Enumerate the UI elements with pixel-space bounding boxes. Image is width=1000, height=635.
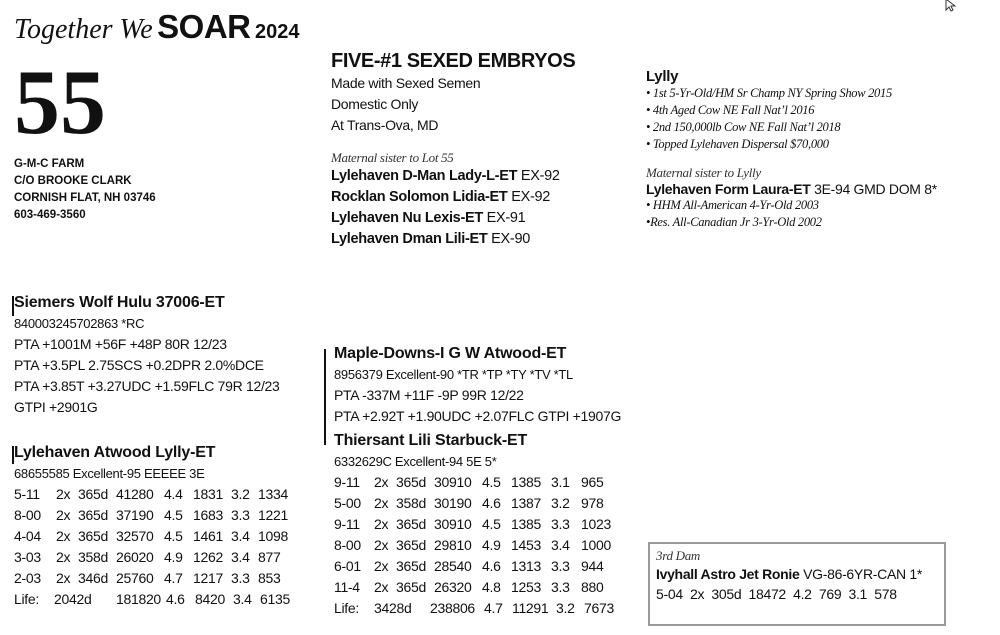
production-record: 2-03 2x 346d 25760 4.7 1217 3.3 853	[14, 570, 281, 586]
sister-name: Lylehaven Form Laura-ET	[646, 181, 811, 197]
sister-score: EX-92	[511, 189, 551, 205]
sister-score: EX-91	[486, 210, 526, 226]
consignor-farm: G-M-C FARM	[14, 158, 85, 170]
production-record: 8-00 2x 365d 37190 4.5 1683 3.3 1221	[14, 507, 288, 523]
maternal-dam-registration: 6332629C Excellent-94 5E 5*	[334, 454, 497, 469]
consignor-block	[14, 156, 156, 224]
production-record: 3-03 2x 358d 26020 4.9 1262 3.4 877	[14, 549, 281, 565]
maternal-sire-line: 8956379 Excellent-90 *TR *TP *TY *TV *TL	[334, 367, 573, 382]
third-dam-line	[656, 564, 938, 584]
mouse-pointer-icon	[944, 0, 958, 12]
sister-line	[331, 229, 575, 250]
sister-line	[646, 181, 937, 197]
production-record: 9-11 2x 365d 30910 4.5 1385 3.1 965	[334, 474, 604, 490]
production-record: 4-04 2x 365d 32570 4.5 1461 3.4 1098	[14, 528, 288, 544]
dam-block	[14, 442, 294, 610]
dam-name: Lylehaven Atwood Lylly-ET	[14, 444, 216, 461]
consignor-contact: C/O BROOKE CLARK	[14, 175, 132, 187]
third-dam-box	[648, 542, 946, 626]
dam-highlights	[646, 68, 937, 231]
lot-number: 55	[14, 51, 106, 153]
highlight-bullet: • 2nd 150,000lb Cow NE Fall Nat’l 2018	[646, 120, 841, 134]
sister-name: Rocklan Solomon Lidia-ET	[331, 189, 508, 205]
catalog-header	[14, 8, 299, 46]
consignor-address: CORNISH FLAT, NH 03746	[14, 192, 156, 204]
maternal-sire-line: PTA +2.92T +1.90UDC +2.07FLC GTPI +1907G	[334, 408, 622, 424]
sister-line	[331, 187, 575, 208]
maternal-dam-block	[334, 430, 618, 619]
header-year: 2024	[254, 21, 300, 43]
lifetime-record: Life: 2042d 181820 4.6 8420 3.4 6135	[14, 591, 290, 607]
maternal-sire-block	[334, 343, 621, 427]
production-record: 5-11 2x 365d 41280 4.4 1831 3.2 1334	[14, 486, 288, 502]
sisters-label: Maternal sister to Lot 55	[331, 150, 454, 165]
third-dam-name: Ivyhall Astro Jet Ronie	[656, 566, 800, 582]
header-script: Together We	[14, 14, 153, 45]
highlight-bullet: • 4th Aged Cow NE Fall Nat’l 2016	[646, 103, 815, 117]
dam-registration: 68655585 Excellent-95 EEEEE 3E	[14, 466, 205, 481]
sire-name: Siemers Wolf Hulu 37006-ET	[14, 294, 225, 311]
maternal-dam-name: Thiersant Lili Starbuck-ET	[334, 432, 528, 449]
third-dam-record: 5-04 2x 305d 18472 4.2 769 3.1 578	[656, 586, 897, 602]
sister-name: Lylehaven D-Man Lady-L-ET	[331, 168, 518, 184]
offering-detail: At Trans-Ova, MD	[331, 117, 439, 133]
pedigree-bracket	[324, 349, 326, 445]
maternal-sire-name: Maple-Downs-I G W Atwood-ET	[334, 345, 567, 362]
sister-name: Lylehaven Dman Lili-ET	[331, 231, 488, 247]
offering-detail: Domestic Only	[331, 96, 419, 112]
third-dam-label: 3rd Dam	[656, 548, 701, 563]
sister-line	[331, 208, 575, 229]
production-record: 5-00 2x 358d 30190 4.6 1387 3.2 978	[334, 495, 604, 511]
sister-score: 3E-94 GMD DOM 8*	[814, 181, 937, 197]
sire-line: PTA +3.85T +3.27UDC +1.59FLC 79R 12/23	[14, 378, 280, 394]
offering-detail: Made with Sexed Semen	[331, 75, 481, 91]
highlight-bullet: • Topped Lylehaven Dispersal $70,000	[646, 137, 829, 151]
highlight-bullet: • 1st 5-Yr-Old/HM Sr Champ NY Spring Show 2015	[646, 86, 892, 100]
sire-block	[14, 292, 280, 418]
sister-label: Maternal sister to Lylly	[646, 165, 761, 180]
highlight-name: Lylly	[646, 68, 679, 85]
sister-bullet: •Res. All-Canadian Jr 3-Yr-Old 2002	[646, 215, 822, 229]
lifetime-record: Life: 3428d 238806 4.7 11291 3.2 7673	[334, 600, 614, 616]
sister-score: EX-92	[520, 168, 560, 184]
sister-score: EX-90	[491, 231, 530, 247]
consignor-phone: 603-469-3560	[14, 209, 86, 221]
sister-line	[331, 166, 575, 187]
sire-line: PTA +3.5PL 2.75SCS +0.2DPR 2.0%DCE	[14, 357, 264, 373]
sire-line: PTA +1001M +56F +48P 80R 12/23	[14, 336, 227, 352]
production-record: 11-4 2x 365d 26320 4.8 1253 3.3 880	[334, 579, 604, 595]
sister-name: Lylehaven Nu Lexis-ET	[331, 210, 483, 226]
production-record: 8-00 2x 365d 29810 4.9 1453 3.4 1000	[334, 537, 611, 553]
maternal-sire-line: PTA -337M +11F -9P 99R 12/22	[334, 387, 524, 403]
header-brand: SOAR	[157, 8, 251, 45]
production-record: 6-01 2x 365d 28540 4.6 1313 3.3 944	[334, 558, 604, 574]
sire-line: 840003245702863 *RC	[14, 316, 145, 331]
sister-bullet: • HHM All-American 4-Yr-Old 2003	[646, 198, 819, 212]
production-record: 9-11 2x 365d 30910 4.5 1385 3.3 1023	[334, 516, 611, 532]
sire-line: GTPI +2901G	[14, 399, 98, 415]
offering-headline: FIVE-#1 SEXED EMBRYOS	[331, 50, 576, 72]
offering-block	[331, 50, 575, 250]
third-dam-score: VG-86-6YR-CAN 1*	[803, 566, 923, 582]
